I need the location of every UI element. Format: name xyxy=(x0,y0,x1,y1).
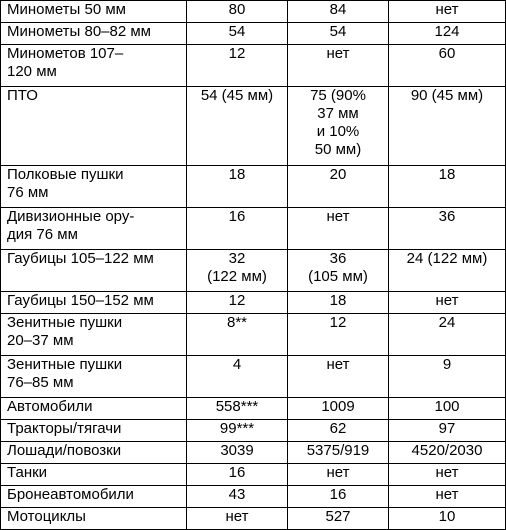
value-cell: 75 (90% 37 мм и 10% 50 мм) xyxy=(288,87,389,166)
value-cell: 12 xyxy=(288,314,389,356)
row-label: Зенитные пушки 20–37 мм xyxy=(1,314,187,356)
row-label: ПТО xyxy=(1,87,187,166)
value-cell: 84 xyxy=(288,1,389,23)
value-cell: нет xyxy=(288,464,389,486)
row-label: Минометов 107– 120 мм xyxy=(1,45,187,87)
value-cell: нет xyxy=(288,208,389,250)
value-cell: 43 xyxy=(187,486,288,508)
value-cell: 80 xyxy=(187,1,288,23)
row-label: Зенитные пушки 76–85 мм xyxy=(1,356,187,398)
table-row xyxy=(1,23,506,45)
value-cell: 54 xyxy=(288,23,389,45)
table-row xyxy=(1,250,506,292)
table-row xyxy=(1,45,506,87)
value-cell: 16 xyxy=(187,464,288,486)
value-cell: 24 xyxy=(389,314,506,356)
value-cell: 18 xyxy=(389,166,506,208)
value-cell: 54 xyxy=(187,23,288,45)
value-cell: 100 xyxy=(389,398,506,420)
value-cell: нет xyxy=(288,45,389,87)
value-cell: 12 xyxy=(187,45,288,87)
value-cell: 16 xyxy=(187,208,288,250)
table-row xyxy=(1,442,506,464)
value-cell: 54 (45 мм) xyxy=(187,87,288,166)
value-cell: 16 xyxy=(288,486,389,508)
table-row xyxy=(1,486,506,508)
row-label: Лошади/повозки xyxy=(1,442,187,464)
table-row xyxy=(1,420,506,442)
value-cell: 99*** xyxy=(187,420,288,442)
row-label: Мотоциклы xyxy=(1,508,187,530)
value-cell: 24 (122 мм) xyxy=(389,250,506,292)
value-cell: 8** xyxy=(187,314,288,356)
table-row xyxy=(1,356,506,398)
value-cell: нет xyxy=(288,356,389,398)
value-cell: нет xyxy=(389,464,506,486)
value-cell: 20 xyxy=(288,166,389,208)
row-label: Гаубицы 105–122 мм xyxy=(1,250,187,292)
value-cell: 36 (105 мм) xyxy=(288,250,389,292)
row-label: Дивизионные ору- дия 76 мм xyxy=(1,208,187,250)
value-cell: 4520/2030 xyxy=(389,442,506,464)
value-cell: 10 xyxy=(389,508,506,530)
table-row xyxy=(1,166,506,208)
value-cell: 558*** xyxy=(187,398,288,420)
table-row xyxy=(1,464,506,486)
table-row xyxy=(1,314,506,356)
value-cell: нет xyxy=(389,1,506,23)
value-cell: 5375/919 xyxy=(288,442,389,464)
value-cell: нет xyxy=(187,508,288,530)
table-row xyxy=(1,292,506,314)
row-label: Тракторы/тягачи xyxy=(1,420,187,442)
value-cell: 9 xyxy=(389,356,506,398)
value-cell: 124 xyxy=(389,23,506,45)
value-cell: 32 (122 мм) xyxy=(187,250,288,292)
value-cell: 527 xyxy=(288,508,389,530)
row-label: Минометы 80–82 мм xyxy=(1,23,187,45)
value-cell: 12 xyxy=(187,292,288,314)
value-cell: 62 xyxy=(288,420,389,442)
value-cell: 4 xyxy=(187,356,288,398)
row-label: Гаубицы 150–152 мм xyxy=(1,292,187,314)
table-row xyxy=(1,508,506,530)
table-row xyxy=(1,1,506,23)
row-label: Бронеавтомобили xyxy=(1,486,187,508)
value-cell: 97 xyxy=(389,420,506,442)
value-cell: нет xyxy=(389,292,506,314)
row-label: Полковые пушки 76 мм xyxy=(1,166,187,208)
value-cell: 3039 xyxy=(187,442,288,464)
value-cell: 18 xyxy=(187,166,288,208)
row-label: Автомобили xyxy=(1,398,187,420)
table-row xyxy=(1,398,506,420)
table-row xyxy=(1,87,506,166)
value-cell: 1009 xyxy=(288,398,389,420)
equipment-table-body xyxy=(1,1,506,530)
value-cell: 36 xyxy=(389,208,506,250)
row-label: Танки xyxy=(1,464,187,486)
table-row xyxy=(1,208,506,250)
value-cell: 90 (45 мм) xyxy=(389,87,506,166)
row-label: Минометы 50 мм xyxy=(1,1,187,23)
value-cell: 18 xyxy=(288,292,389,314)
value-cell: нет xyxy=(389,486,506,508)
value-cell: 60 xyxy=(389,45,506,87)
